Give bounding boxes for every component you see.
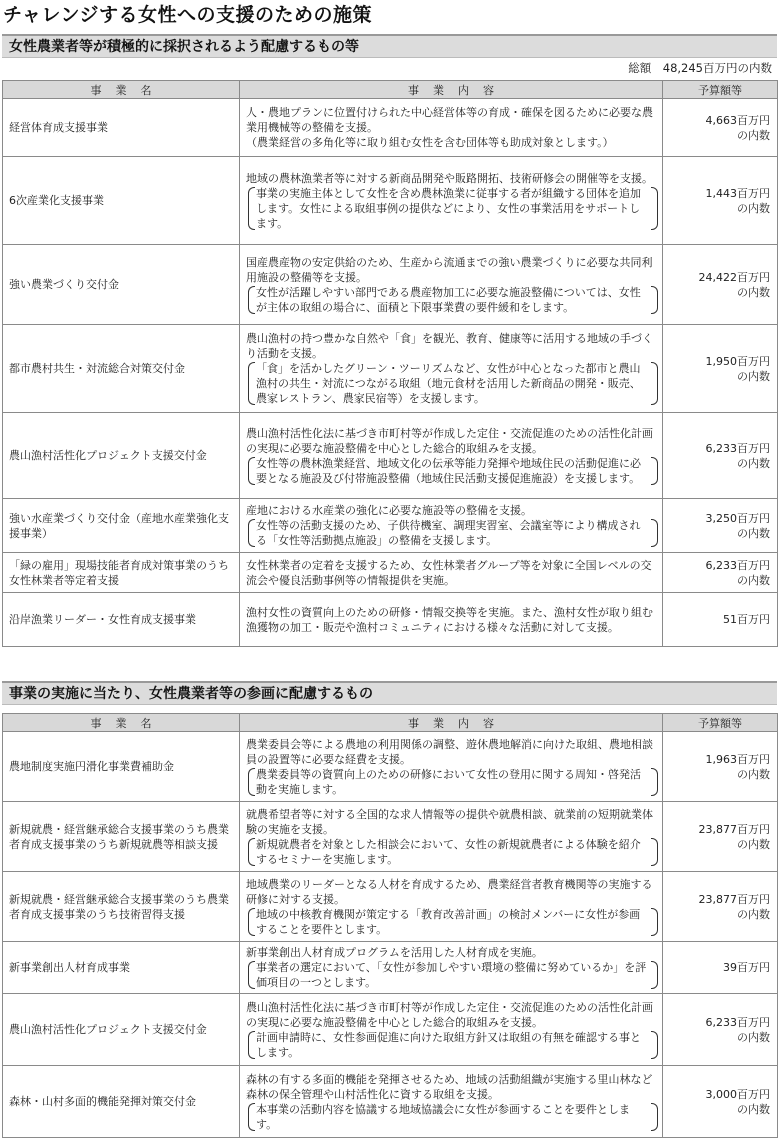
- program-name: 6次産業化支援事業: [3, 157, 240, 245]
- budget-unit: の内数: [737, 128, 770, 142]
- budget-value: 51百万円: [723, 613, 770, 626]
- content-text: 産地における水産業の強化に必要な施設等の整備を支援。: [246, 504, 532, 517]
- program-content: [240, 245, 663, 325]
- content-text: 農山漁村活性化法に基づき市町村等が作成した定住・交流促進のための活性化計画の実現に必要な施設整備を中心とした総合的取組みを支援。: [246, 1000, 653, 1029]
- note-bracket: [248, 285, 656, 315]
- program-content: [240, 157, 663, 245]
- note-bracket: [248, 1102, 656, 1132]
- table-row: [3, 1066, 778, 1138]
- budget-unit: の内数: [737, 837, 770, 851]
- budget-value: 1,950百万円: [705, 354, 770, 368]
- table-row: [3, 413, 778, 499]
- table-row: [3, 157, 778, 245]
- program-name: 強い農業づくり交付金: [3, 245, 240, 325]
- table-row: [3, 593, 778, 647]
- table-row: [3, 99, 778, 157]
- program-content: [240, 325, 663, 413]
- budget-amount: [663, 325, 778, 413]
- budget-unit: の内数: [737, 285, 770, 299]
- note-bracket: [248, 456, 656, 486]
- table-row: [3, 325, 778, 413]
- section-header-2: 事業の実施に当たり、女性農業者等の参画に配慮するもの: [2, 681, 777, 705]
- budget-unit: の内数: [737, 907, 770, 921]
- content-text: 農山漁村活性化法に基づき市町村等が作成した定住・交流促進のための活性化計画の実現に必要な施設整備を中心とした総合的取組みを支援。: [246, 426, 653, 455]
- table-row: [3, 802, 778, 872]
- budget-value: 6,233百万円: [705, 441, 770, 455]
- budget-value: 6,233百万円: [705, 1015, 770, 1029]
- budget-unit: の内数: [737, 1030, 770, 1044]
- budget-unit: の内数: [737, 201, 770, 215]
- table-row: [3, 942, 778, 994]
- note-bracket: [248, 518, 656, 548]
- note-bracket: [248, 186, 656, 231]
- col-header-content: 事業内容: [240, 81, 663, 99]
- program-content: [240, 99, 663, 157]
- budget-amount: [663, 1066, 778, 1138]
- table-row: [3, 499, 778, 553]
- content-text: 人・農地プランに位置付けられた中心経営体等の育成・確保を図るために必要な農業用機械等の整備を支援。: [246, 106, 653, 134]
- content-text: 女性林業者の定着を支援するため、女性林業者グループ等を対象に全国レベルの交流会や優良活動事例等の情報提供を実施。: [246, 558, 652, 587]
- program-content: [240, 872, 663, 942]
- note-bracket: [248, 767, 656, 797]
- program-name: 新事業創出人材育成事業: [3, 942, 240, 994]
- budget-value: 24,422百万円: [698, 270, 770, 284]
- program-content: [240, 802, 663, 872]
- note-text: 新規就農者を対象とした相談会において、女性の新規就農者による体験を紹介するセミナーを実施します。: [256, 837, 641, 866]
- note-bracket: [248, 1030, 656, 1060]
- budget-amount: [663, 413, 778, 499]
- program-name: 森林・山村多面的機能発揮対策交付金: [3, 1066, 240, 1138]
- budget-value: 23,877百万円: [698, 892, 770, 906]
- content-extra-text: （農業経営の多角化等に取り組む女性を含む団体等も助成対象とします。）: [246, 136, 614, 149]
- program-content: [240, 413, 663, 499]
- budget-amount: [663, 593, 778, 647]
- table-header-row: [3, 81, 778, 99]
- program-name: 都市農村共生・対流総合対策交付金: [3, 325, 240, 413]
- note-bracket: [248, 907, 656, 937]
- budget-value: 6,233百万円: [705, 558, 770, 572]
- budget-value: 23,877百万円: [698, 822, 770, 836]
- note-text: 事業者の選定において、「女性が参加しやすい環境の整備に努めているか」を評価項目の一つとします。: [256, 961, 647, 989]
- program-name: 新規就農・経営継承総合支援事業のうち農業者育成支援事業のうち技術習得支援: [3, 872, 240, 942]
- program-content: [240, 1066, 663, 1138]
- budget-value: 3,000百万円: [705, 1087, 770, 1101]
- note-text: 事業の実施主体として女性を含め農林漁業に従事する者が組織する団体を追加します。女性による取組事例の提供などにより、女性の事業活用をサポートします。: [256, 186, 641, 230]
- budget-amount: [663, 245, 778, 325]
- note-text: 地域の中核教育機関が策定する「教育改善計画」の検討メンバーに女性が参画することを要件とします。: [256, 907, 641, 936]
- program-name: 「緑の雇用」現場技能者育成対策事業のうち女性林業者等定着支援: [3, 553, 240, 593]
- budget-amount: [663, 499, 778, 553]
- budget-value: 1,443百万円: [705, 186, 770, 200]
- budget-amount: [663, 553, 778, 593]
- budget-amount: [663, 802, 778, 872]
- col-header-name: 事業名: [3, 81, 240, 99]
- section-1-table: [2, 80, 778, 647]
- note-text: 女性等の農林漁業経営、地域文化の伝承等能力発揮や地域住民の活動促進に必要となる施設及び付帯施設整備（地域住民活動支援促進施設）を支援します。: [256, 456, 641, 485]
- budget-unit: の内数: [737, 526, 770, 540]
- budget-unit: の内数: [737, 573, 770, 587]
- program-content: [240, 942, 663, 994]
- table-row: [3, 872, 778, 942]
- note-text: 本事業の活動内容を協議する地域協議会に女性が参画することを要件とします。: [256, 1102, 630, 1131]
- col-header-budget: 予算額等: [663, 81, 778, 99]
- program-content: [240, 553, 663, 593]
- content-text: 地域農業のリーダーとなる人材を育成するため、農業経営者教育機関等の実施する研修に対する支援。: [246, 877, 653, 906]
- budget-unit: の内数: [737, 767, 770, 781]
- section-header-1: 女性農業者等が積極的に採択されるよう配慮するもの等: [2, 34, 777, 58]
- budget-amount: [663, 99, 778, 157]
- program-name: 農地制度実施円滑化事業費補助金: [3, 732, 240, 802]
- note-bracket: [248, 361, 656, 406]
- content-text: 就農希望者等に対する全国的な求人情報等の提供や就農相談、就業前の短期就業体験の実施を支援。: [246, 807, 653, 836]
- col-header-budget: 予算額等: [663, 714, 778, 732]
- program-content: [240, 593, 663, 647]
- budget-value: 39百万円: [723, 961, 770, 974]
- program-name: 経営体育成支援事業: [3, 99, 240, 157]
- budget-amount: [663, 942, 778, 994]
- page-title: チャレンジする女性への支援のための施策: [3, 4, 372, 26]
- program-content: [240, 732, 663, 802]
- budget-value: 3,250百万円: [705, 511, 770, 525]
- note-text: 女性が活躍しやすい部門である農産物加工に必要な施設整備については、女性が主体の取組の場合に、面積と下限事業費の要件緩和をします。: [256, 285, 641, 314]
- program-content: [240, 994, 663, 1066]
- budget-amount: [663, 157, 778, 245]
- note-bracket: [248, 960, 656, 990]
- budget-unit: の内数: [737, 1102, 770, 1116]
- budget-amount: [663, 732, 778, 802]
- budget-unit: の内数: [737, 456, 770, 470]
- table-row: [3, 245, 778, 325]
- program-name: 農山漁村活性化プロジェクト支援交付金: [3, 994, 240, 1066]
- note-text: 農業委員等の資質向上のための研修において女性の登用に関する周知・啓発活動を実施します。: [256, 767, 641, 796]
- program-content: [240, 499, 663, 553]
- note-bracket: [248, 837, 656, 867]
- budget-amount: [663, 872, 778, 942]
- budget-amount: [663, 994, 778, 1066]
- table-header-row: [3, 714, 778, 732]
- budget-value: 4,663百万円: [705, 113, 770, 127]
- table-row: [3, 732, 778, 802]
- program-name: 沿岸漁業リーダー・女性育成支援事業: [3, 593, 240, 647]
- note-text: 「食」を活かしたグリーン・ツーリズムなど、女性が中心となった都市と農山漁村の共生・対流につながる取組（地元食材を活用した新商品の開発・販売、農家レストラン、農家民宿等）を支援します。: [256, 362, 641, 405]
- program-name: 強い水産業づくり交付金（産地水産業強化支援事業）: [3, 499, 240, 553]
- budget-value: 1,963百万円: [705, 752, 770, 766]
- program-name: 新規就農・経営継承総合支援事業のうち農業者育成支援事業のうち新規就農等相談支援: [3, 802, 240, 872]
- content-text: 新事業創出人材育成プログラムを活用した人材育成を実施。: [246, 946, 543, 959]
- col-header-content: 事業内容: [240, 714, 663, 732]
- note-text: 計画申請時に、女性参画促進に向けた取組方針又は取組の有無を確認する事とします。: [256, 1030, 641, 1059]
- table-row: [3, 994, 778, 1066]
- content-text: 国産農産物の安定供給のため、生産から流通までの強い農業づくりに必要な共同利用施設の整備等を支援。: [246, 255, 653, 284]
- note-text: 女性等の活動支援のため、子供待機室、調理実習室、会議室等により構成される「女性等活動拠点施設」の整備を支援します。: [256, 519, 641, 547]
- table-row: [3, 553, 778, 593]
- content-text: 農山漁村の持つ豊かな自然や「食」を観光、教育、健康等に活用する地域の手づくり活動を支援。: [246, 332, 653, 360]
- col-header-name: 事業名: [3, 714, 240, 732]
- budget-unit: の内数: [737, 369, 770, 383]
- content-text: 漁村女性の資質向上のための研修・情報交換等を実施。また、漁村女性が取り組む漁獲物の加工・販売や漁村コミュニティにおける様々な活動に対して支援。: [246, 605, 653, 634]
- section-2-table: [2, 713, 778, 1138]
- content-text: 地域の農林漁業者等に対する新商品開発や販路開拓、技術研修会の開催等を支援。: [246, 171, 653, 185]
- content-text: 森林の有する多面的機能を発揮させるため、地域の活動組織が実施する里山林など森林の保全管理や山村活性化に資する取組を支援。: [246, 1072, 653, 1101]
- program-name: 農山漁村活性化プロジェクト支援交付金: [3, 413, 240, 499]
- total-budget-note: 総額 48,245百万円の内数: [628, 61, 772, 75]
- content-text: 農業委員会等による農地の利用関係の調整、遊休農地解消に向けた取組、農地相談員の設置等に必要な経費を支援。: [246, 737, 653, 766]
